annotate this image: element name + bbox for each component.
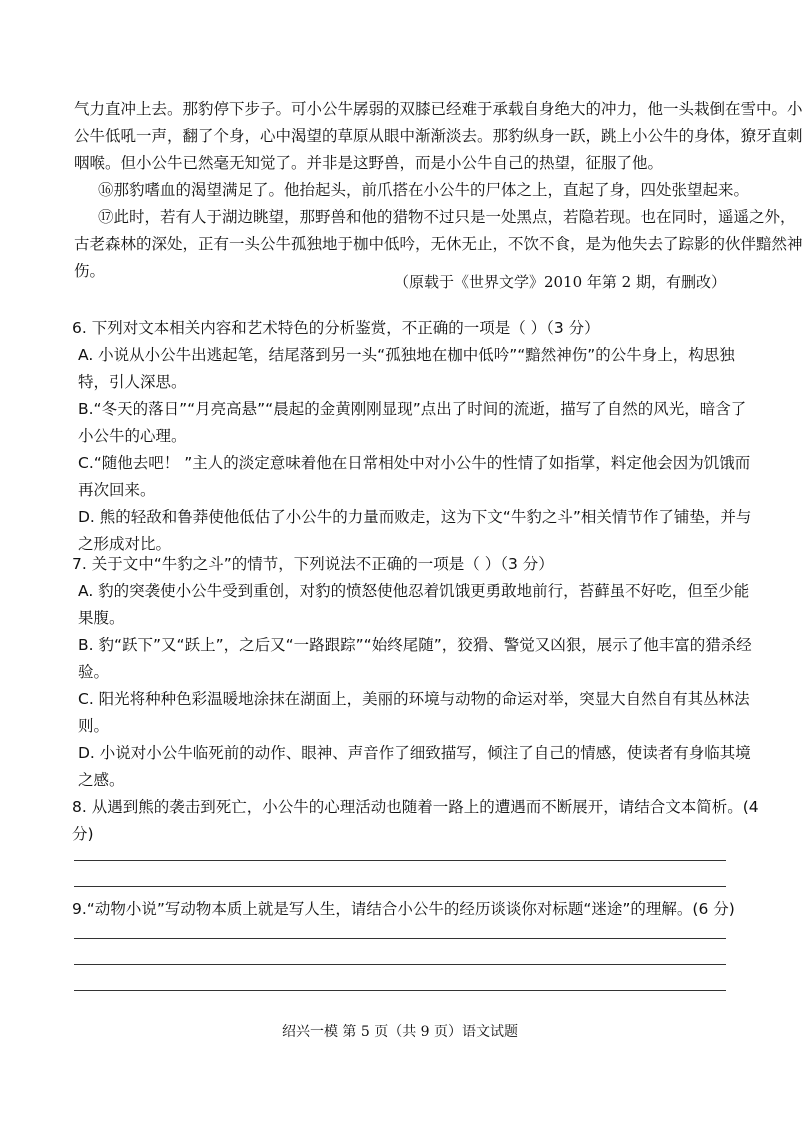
- question-7-stem: 7. 关于文中“牛豹之斗”的情节，下列说法不正确的一项是（ ）（3 分）: [72, 555, 554, 573]
- question-6-stem: 6. 下列对文本相关内容和艺术特色的分析鉴赏，不正确的一项是（ ）（3 分）: [72, 319, 600, 337]
- q7-option-a-cont: 果腹。: [78, 609, 125, 627]
- passage-line: 气力直冲上去。那豹停下步子。可小公牛孱弱的双膝已经难于承载自身绝大的冲力，他一头栽倒在雪中。小: [74, 100, 803, 118]
- answer-line[interactable]: [74, 964, 726, 965]
- q7-option-d-cont: 之感。: [78, 771, 125, 789]
- q6-option-a-cont: 特，引人深思。: [78, 373, 187, 391]
- q7-option-c: C. 阳光将种种色彩温暖地涂抹在湖面上，美丽的环境与动物的命运对举，突显大自然自有其丛林法: [78, 690, 750, 708]
- q7-option-b-cont: 验。: [78, 663, 110, 681]
- q6-option-c-cont: 再次回来。: [78, 481, 156, 499]
- passage-source: （原载于《世界文学》2010 年第 2 期，有删改）: [393, 273, 726, 291]
- q7-option-a: A. 豹的突袭使小公牛受到重创，对豹的愤怒使他忍着饥饿更勇敢地前行，苔藓虽不好吃，但至少能: [78, 582, 750, 600]
- q6-option-a: A. 小说从小公牛出逃起笔，结尾落到另一头“孤独地在枷中低吟”“黯然神伤”的公牛身上，构思独: [78, 346, 735, 364]
- question-8-stem-cont: 分): [72, 825, 94, 843]
- answer-line[interactable]: [74, 886, 726, 887]
- q6-option-b-cont: 小公牛的心理。: [78, 427, 187, 445]
- page-footer: 绍兴一模 第 5 页（共 9 页）语文试题: [281, 1024, 519, 1040]
- passage-line: 古老森林的深处，正有一头公牛孤独地于枷中低吟，无休无止，不饮不食，是为他失去了踪影的伙伴黯然神: [74, 235, 803, 253]
- q6-option-c: C.“随他去吧！ ”主人的淡定意味着他在日常相处中对小公牛的性情了如指掌，料定他会因为饥饿而: [78, 454, 751, 472]
- passage-line: 伤。: [74, 262, 106, 280]
- passage-line: 公牛低吼一声，翻了个身，心中渴望的草原从眼中渐渐淡去。那豹纵身一跃，跳上小公牛的身体，獠牙直刺: [74, 127, 803, 145]
- q6-option-d: D. 熊的轻敌和鲁莽使他低估了小公牛的力量而败走，这为下文“牛豹之斗”相关情节作了铺垫，并与: [78, 508, 752, 526]
- answer-line[interactable]: [74, 938, 726, 939]
- answer-line[interactable]: [74, 990, 726, 991]
- passage-line: ⑰此时，若有人于湖边眺望，那野兽和他的猎物不过只是一处黑点，若隐若现。也在同时，遥遥之外，: [98, 208, 796, 226]
- q7-option-b: B. 豹“跃下”又“跃上”，之后又“一路跟踪”“始终尾随”，狡猾、警觉又凶狠，展示了他丰富的猎杀经: [78, 636, 752, 654]
- passage-line: 咽喉。但小公牛已然毫无知觉了。并非是这野兽，而是小公牛自己的热望，征服了他。: [74, 154, 664, 172]
- passage-line: ⑯那豹嗜血的渴望满足了。他抬起头，前爪搭在小公牛的尸体之上，直起了身，四处张望起来。: [98, 181, 750, 199]
- q7-option-d: D. 小说对小公牛临死前的动作、眼神、声音作了细致描写，倾注了自己的情感，使读者有身临其境: [78, 744, 751, 762]
- question-9-stem: 9.“动物小说”写动物本质上就是写人生，请结合小公牛的经历谈谈你对标题“迷途”的理解。(6 分): [72, 900, 735, 918]
- q7-option-c-cont: 则。: [78, 717, 110, 735]
- q6-option-b: B.“冬天的落日”“月亮高悬”“晨起的金黄刚刚显现”点出了时间的流逝，描写了自然的风光，暗含了: [78, 400, 747, 418]
- answer-line[interactable]: [74, 860, 726, 861]
- question-8-stem: 8. 从遇到熊的袭击到死亡，小公牛的心理活动也随着一路上的遭遇而不断展开，请结合文本简析。(4: [72, 798, 759, 816]
- q6-option-d-cont: 之形成对比。: [78, 535, 172, 553]
